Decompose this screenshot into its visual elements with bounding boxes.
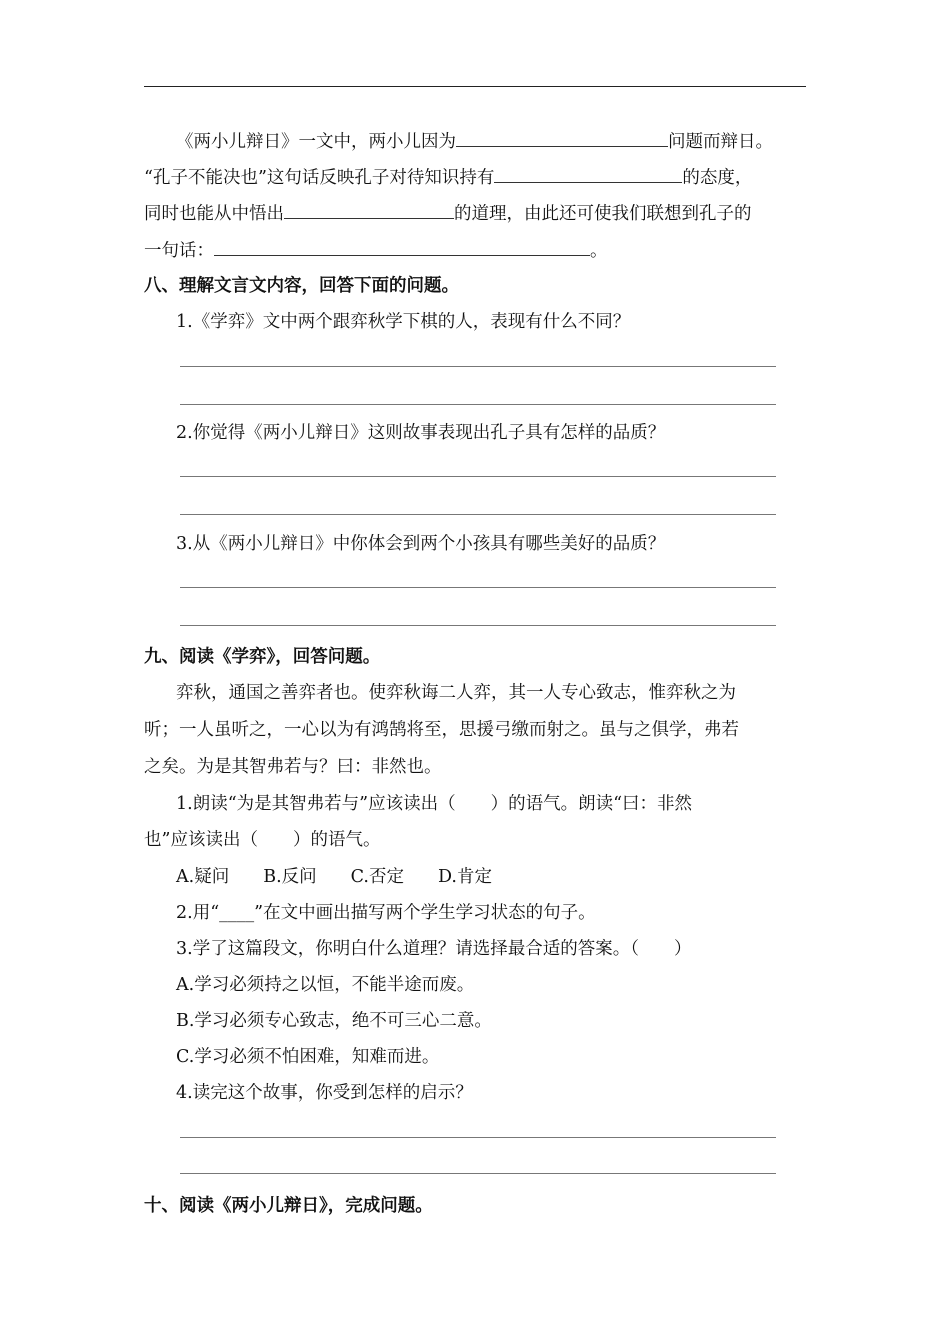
option-a[interactable]: A.疑问 — [176, 867, 230, 887]
fill-text: 问题而辩日。 — [668, 132, 773, 152]
fill-line-1 — [176, 128, 773, 154]
s8-question-2: 2.你觉得《两小儿辩日》这则故事表现出孔子具有怎样的品质？ — [176, 423, 666, 443]
s8-question-3: 3.从《两小儿辩日》中你体会到两个小孩具有哪些美好的品质？ — [176, 534, 666, 554]
option-b[interactable]: B.反问 — [263, 867, 317, 887]
s9-options — [176, 865, 526, 889]
answer-line[interactable] — [180, 476, 776, 477]
fill-blank[interactable] — [214, 237, 590, 256]
fill-text: 同时也能从中悟出 — [144, 204, 284, 224]
option-d[interactable]: D.肯定 — [437, 867, 492, 887]
fill-line-2 — [144, 164, 752, 190]
section-8-heading: 八、理解文言文内容，回答下面的问题。 — [144, 276, 459, 296]
s8-question-1: 1.《学弈》文中两个跟弈秋学下棋的人，表现有什么不同？ — [176, 312, 631, 332]
answer-line[interactable] — [180, 625, 776, 626]
s9-question-4: 4.读完这个故事，你受到怎样的启示？ — [176, 1083, 473, 1103]
fill-blank[interactable] — [284, 200, 454, 219]
choice-b[interactable]: B.学习必须专心致志，绝不可三心二意。 — [176, 1011, 492, 1031]
choice-a[interactable]: A.学习必须持之以恒，不能半途而废。 — [176, 975, 475, 995]
header-rule — [144, 86, 806, 87]
choice-c[interactable]: C.学习必须不怕困难，知难而进。 — [176, 1047, 440, 1067]
section-9-heading: 九、阅读《学弈》，回答问题。 — [144, 647, 381, 667]
s9-question-3: 3.学了这篇段文，你明白什么道理？请选择最合适的答案。（ ） — [176, 939, 692, 959]
answer-line[interactable] — [180, 514, 776, 515]
s9-question-1-cont: 也”应该读出（ ）的语气。 — [144, 830, 381, 850]
answer-line[interactable] — [180, 1137, 776, 1138]
fill-text: 《两小儿辩日》一文中，两小儿因为 — [176, 132, 456, 152]
fill-text: 。 — [590, 241, 608, 261]
answer-line[interactable] — [180, 587, 776, 588]
answer-line[interactable] — [180, 366, 776, 367]
fill-text: 一句话： — [144, 241, 214, 261]
passage-line: 听；一人虽听之，一心以为有鸿鹄将至，思援弓缴而射之。虽与之俱学，弗若 — [144, 720, 739, 740]
fill-line-3 — [144, 200, 752, 226]
fill-blank[interactable] — [494, 164, 682, 183]
section-10-heading: 十、阅读《两小儿辩日》，完成问题。 — [144, 1196, 433, 1216]
answer-line[interactable] — [180, 1173, 776, 1174]
passage-line: 之矣。为是其智弗若与？曰：非然也。 — [144, 757, 442, 777]
fill-text: 的道理，由此还可使我们联想到孔子的 — [454, 204, 752, 224]
fill-text: 的态度， — [682, 168, 753, 188]
fill-text: “孔子不能决也”这句话反映孔子对待知识持有 — [144, 168, 495, 188]
fill-blank[interactable] — [456, 128, 668, 147]
s9-question-1: 1.朗读“为是其智弗若与”应该读出（ ）的语气。朗读“曰：非然 — [176, 794, 693, 814]
s9-question-2: 2.用“____”在文中画出描写两个学生学习状态的句子。 — [176, 903, 596, 923]
answer-line[interactable] — [180, 404, 776, 405]
option-c[interactable]: C.否定 — [350, 867, 404, 887]
fill-line-4 — [144, 237, 608, 263]
passage-line: 弈秋，通国之善弈者也。使弈秋诲二人弈，其一人专心致志，惟弈秋之为 — [176, 683, 736, 703]
